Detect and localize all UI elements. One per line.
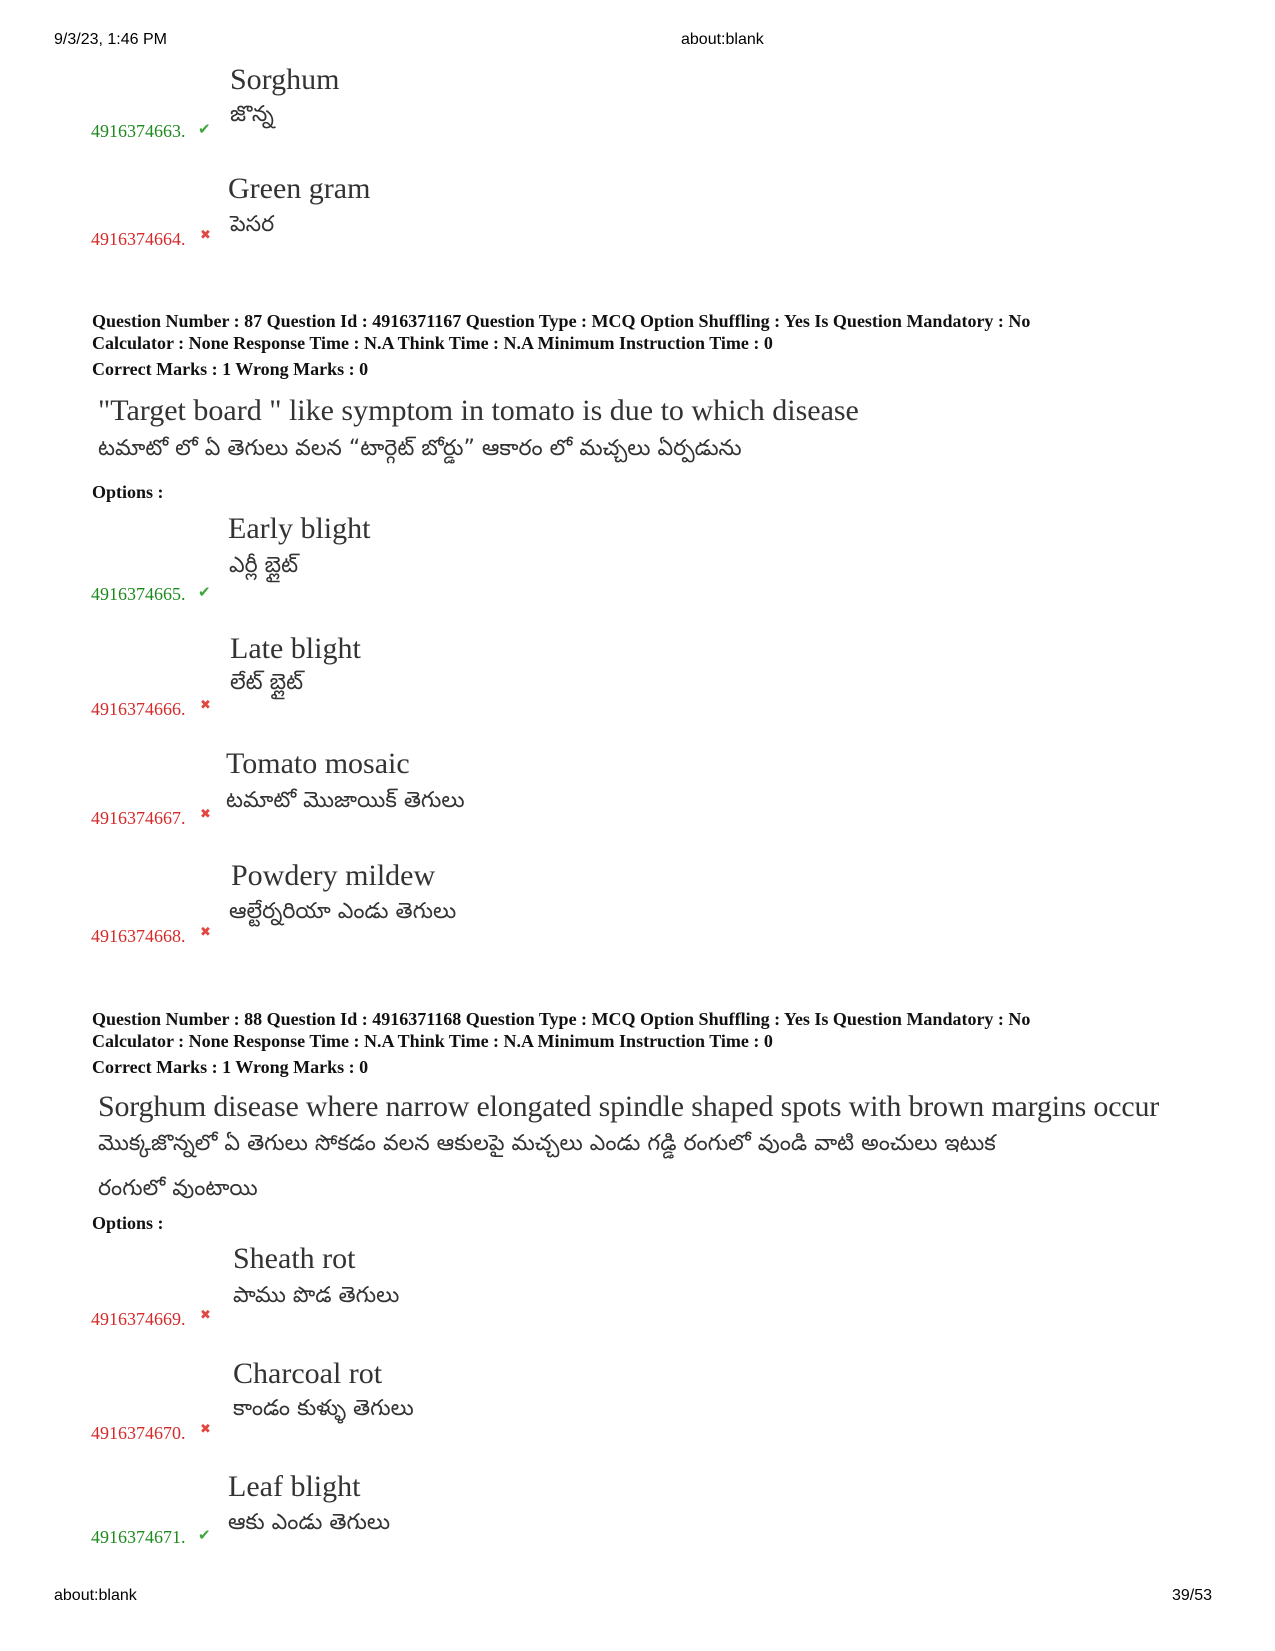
- option-telugu: జొన్న: [230, 102, 274, 127]
- option-telugu: ఆకు ఎండు తెగులు: [228, 1510, 391, 1535]
- question-meta-line1: Question Number : 87 Question Id : 4916371167 Question Type : MCQ Option Shuffling : Yes Is Question Mandatory : No: [92, 311, 1031, 331]
- option-telugu: ఆల్టేర్నరియా ఎండు తెగులు: [229, 899, 457, 924]
- print-datetime: 9/3/23, 1:46 PM: [54, 31, 167, 48]
- option-id: 4916374670.: [91, 1423, 186, 1443]
- cross-icon: ✖: [200, 698, 211, 713]
- option-telugu: పెసర: [230, 212, 275, 237]
- page-number: 39/53: [1172, 1587, 1213, 1604]
- cross-icon: ✖: [200, 807, 211, 822]
- option-id: 4916374669.: [91, 1309, 186, 1329]
- question-meta-line2: Calculator : None Response Time : N.A Think Time : N.A Minimum Instruction Time : 0: [92, 1031, 773, 1051]
- question-meta-line2: Calculator : None Response Time : N.A Think Time : N.A Minimum Instruction Time : 0: [92, 333, 773, 353]
- question-meta-line1: Question Number : 88 Question Id : 4916371168 Question Type : MCQ Option Shuffling : Yes Is Question Mandatory : No: [92, 1009, 1031, 1029]
- cross-icon: ✖: [200, 228, 211, 243]
- question-text-telugu: టమాటో లో ఏ తెగులు వలన “టార్గెట్ బోర్డు” ఆకారం లో మచ్చలు ఏర్పడును: [98, 436, 742, 461]
- check-icon: ✔: [198, 583, 211, 601]
- option-english: Charcoal rot: [233, 1357, 383, 1390]
- check-icon: ✔: [198, 120, 211, 138]
- option-id: 4916374665.: [91, 584, 186, 604]
- option-id: 4916374667.: [91, 808, 186, 828]
- option-id: 4916374664.: [91, 229, 186, 249]
- question-text-english: Sorghum disease where narrow elongated spindle shaped spots with brown margins occur: [98, 1090, 1160, 1123]
- question-marks: Correct Marks : 1 Wrong Marks : 0: [92, 1057, 369, 1077]
- question-marks: Correct Marks : 1 Wrong Marks : 0: [92, 359, 369, 379]
- option-id: 4916374668.: [91, 926, 186, 946]
- option-id: 4916374671.: [91, 1527, 186, 1547]
- option-english: Green gram: [228, 172, 371, 205]
- option-english: Sorghum: [230, 63, 340, 96]
- option-english: Early blight: [228, 512, 371, 545]
- option-english: Powdery mildew: [231, 859, 436, 892]
- option-id: 4916374666.: [91, 699, 186, 719]
- option-telugu: ఎర్లీ బ్లైట్: [229, 553, 299, 578]
- option-telugu: టమాటో మొజాయిక్ తెగులు: [226, 788, 465, 813]
- cross-icon: ✖: [200, 1308, 211, 1323]
- options-label: Options :: [92, 482, 164, 502]
- option-english: Sheath rot: [233, 1242, 356, 1275]
- cross-icon: ✖: [200, 1422, 211, 1437]
- print-footer-url: about:blank: [54, 1587, 137, 1604]
- options-label: Options :: [92, 1213, 164, 1233]
- option-telugu: పాము పొడ తెగులు: [233, 1283, 400, 1308]
- option-english: Late blight: [230, 632, 361, 665]
- option-id: 4916374663.: [91, 121, 186, 141]
- option-telugu: లేట్ బ్లైట్: [230, 670, 304, 695]
- question-text-telugu: మొక్కజొన్నలో ఏ తెగులు సోకడం వలన ఆకులపై మచ్చలు ఎండు గడ్డి రంగులో వుండి వాటి అంచులు ఇటుక: [98, 1131, 996, 1156]
- check-icon: ✔: [198, 1526, 211, 1544]
- cross-icon: ✖: [200, 925, 211, 940]
- question-text-telugu-cont: రంగులో వుంటాయి: [98, 1176, 258, 1201]
- question-text-english: "Target board " like symptom in tomato is due to which disease: [98, 394, 859, 427]
- option-telugu: కాండం కుళ్ళు తెగులు: [233, 1396, 414, 1421]
- option-english: Leaf blight: [228, 1470, 361, 1503]
- print-title: about:blank: [681, 31, 764, 48]
- option-english: Tomato mosaic: [226, 747, 410, 780]
